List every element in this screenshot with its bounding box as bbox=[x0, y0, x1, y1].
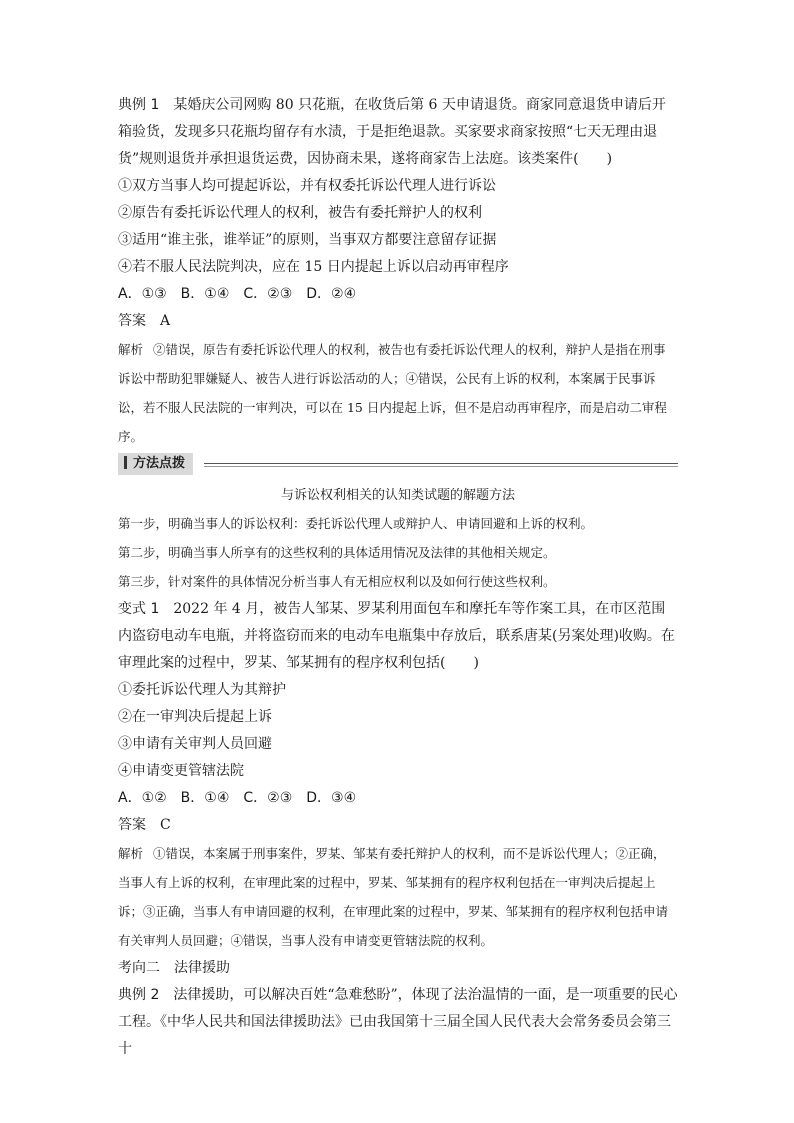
example1-options: A．①③ B．①④ C．②③ D．②④ bbox=[118, 286, 357, 302]
variant1-analysis bbox=[118, 839, 678, 955]
example2-stem bbox=[118, 982, 678, 1063]
example1-item-3: ③适用“谁主张，谁举证”的原则，当事双方都要注意留存证据 bbox=[118, 232, 497, 248]
variant1-analysis-text: ①错误，本案属于刑事案件，罗某、邹某有委托辩护人的权利，而不是诉讼代理人；②正确，当事人有上诉的权利，在审理此案的过程中，罗某、邹某拥有的程序权利包括在一审判决后提起上诉；③正确，当事人有申请回避的权利，在审理此案的过程中，罗某、邹某拥有的程序权利包括申请有关审判人员回避；④错误，当事人没有申请变更管辖法院的权利。 bbox=[118, 846, 669, 948]
example1-answer-label: 答案 bbox=[118, 313, 146, 329]
example1-label: 典例 1 bbox=[118, 97, 160, 113]
example1-answer-value: A bbox=[160, 313, 171, 329]
method-tag bbox=[118, 453, 193, 475]
example1-stem bbox=[118, 92, 678, 173]
example1-item-4: ④若不服人民法院判决，应在 15 日内提起上诉以启动再审程序 bbox=[118, 259, 509, 275]
variant1-options: A．①② B．①④ C．②③ D．③④ bbox=[118, 790, 357, 806]
variant1-item-2: ②在一审判决后提起上诉 bbox=[118, 709, 272, 725]
example2-label: 典例 2 bbox=[118, 987, 160, 1003]
variant1-answer-label: 答案 bbox=[118, 817, 146, 833]
variant1-answer-value: C bbox=[160, 817, 171, 833]
method-step-1: 第一步，明确当事人的诉讼权利：委托诉讼代理人或辩护人、申请回避和上诉的权利。 bbox=[118, 516, 594, 531]
variant1-item-3: ③申请有关审判人员回避 bbox=[118, 736, 272, 752]
variant1-stem-text: 2022 年 4 月，被告人邹某、罗某利用面包车和摩托车等作案工具，在市区范围内盗窃电动车电瓶，并将盗窃而来的电动车电瓶集中存放后，联系唐某(另案处理)收购。在审理此案的过程中，罗某、邹某拥有的程序权利包括( ) bbox=[118, 601, 675, 671]
example1-analysis-label: 解析 bbox=[118, 342, 144, 357]
document-page bbox=[118, 92, 678, 1063]
method-tag-text: 方法点拨 bbox=[133, 456, 186, 471]
variant1-answer bbox=[118, 812, 678, 839]
section2-heading: 考向二 法律援助 bbox=[118, 960, 230, 976]
method-step-2: 第二步，明确当事人所享有的这些权利的具体适用情况及法律的其他相关规定。 bbox=[118, 545, 556, 560]
example1-answer bbox=[118, 308, 678, 335]
method-banner bbox=[118, 453, 678, 475]
variant1-stem bbox=[118, 596, 678, 677]
method-bar-icon bbox=[124, 456, 127, 469]
variant1-item-1: ①委托诉讼代理人为其辩护 bbox=[118, 682, 286, 698]
example1-analysis bbox=[118, 335, 678, 451]
variant1-label: 变式 1 bbox=[118, 601, 160, 617]
method-step-3: 第三步，针对案件的具体情况分析当事人有无相应权利以及如何行使这些权利。 bbox=[118, 574, 556, 589]
method-divider-lower bbox=[204, 466, 678, 467]
variant1-analysis-label: 解析 bbox=[118, 846, 144, 861]
example2-stem-text: 法律援助，可以解决百姓“急难愁盼”，体现了法治温情的一面，是一项重要的民心工程。《中华人民共和国法律援助法》已由我国第十三届全国人民代表大会常务委员会第三十 bbox=[118, 987, 678, 1057]
example1-stem-text: 某婚庆公司网购 80 只花瓶，在收货后第 6 天申请退货。商家同意退货申请后开箱验货，发现多只花瓶均留存有水渍，于是拒绝退款。买家要求商家按照“七天无理由退货”规则退货并承担退货运费，因协商未果，遂将商家告上法庭。该类案件( ) bbox=[118, 97, 666, 167]
example1-analysis-text: ②错误，原告有委托诉讼代理人的权利，被告也有委托诉讼代理人的权利，辩护人是指在刑事诉讼中帮助犯罪嫌疑人、被告人进行诉讼活动的人；④错误，公民有上诉的权利，本案属于民事诉讼，若不服人民法院的一审判决，可以在 15 日内提起上诉，但不是启动再审程序，而是启动二审程序。 bbox=[118, 342, 667, 444]
variant1-item-4: ④申请变更管辖法院 bbox=[118, 763, 244, 779]
example1-item-2: ②原告有委托诉讼代理人的权利，被告有委托辩护人的权利 bbox=[118, 205, 482, 221]
method-divider bbox=[204, 463, 678, 464]
example1-item-1: ①双方当事人均可提起诉讼，并有权委托诉讼代理人进行诉讼 bbox=[118, 178, 496, 194]
method-title: 与诉讼权利相关的认知类试题的解题方法 bbox=[280, 488, 515, 503]
